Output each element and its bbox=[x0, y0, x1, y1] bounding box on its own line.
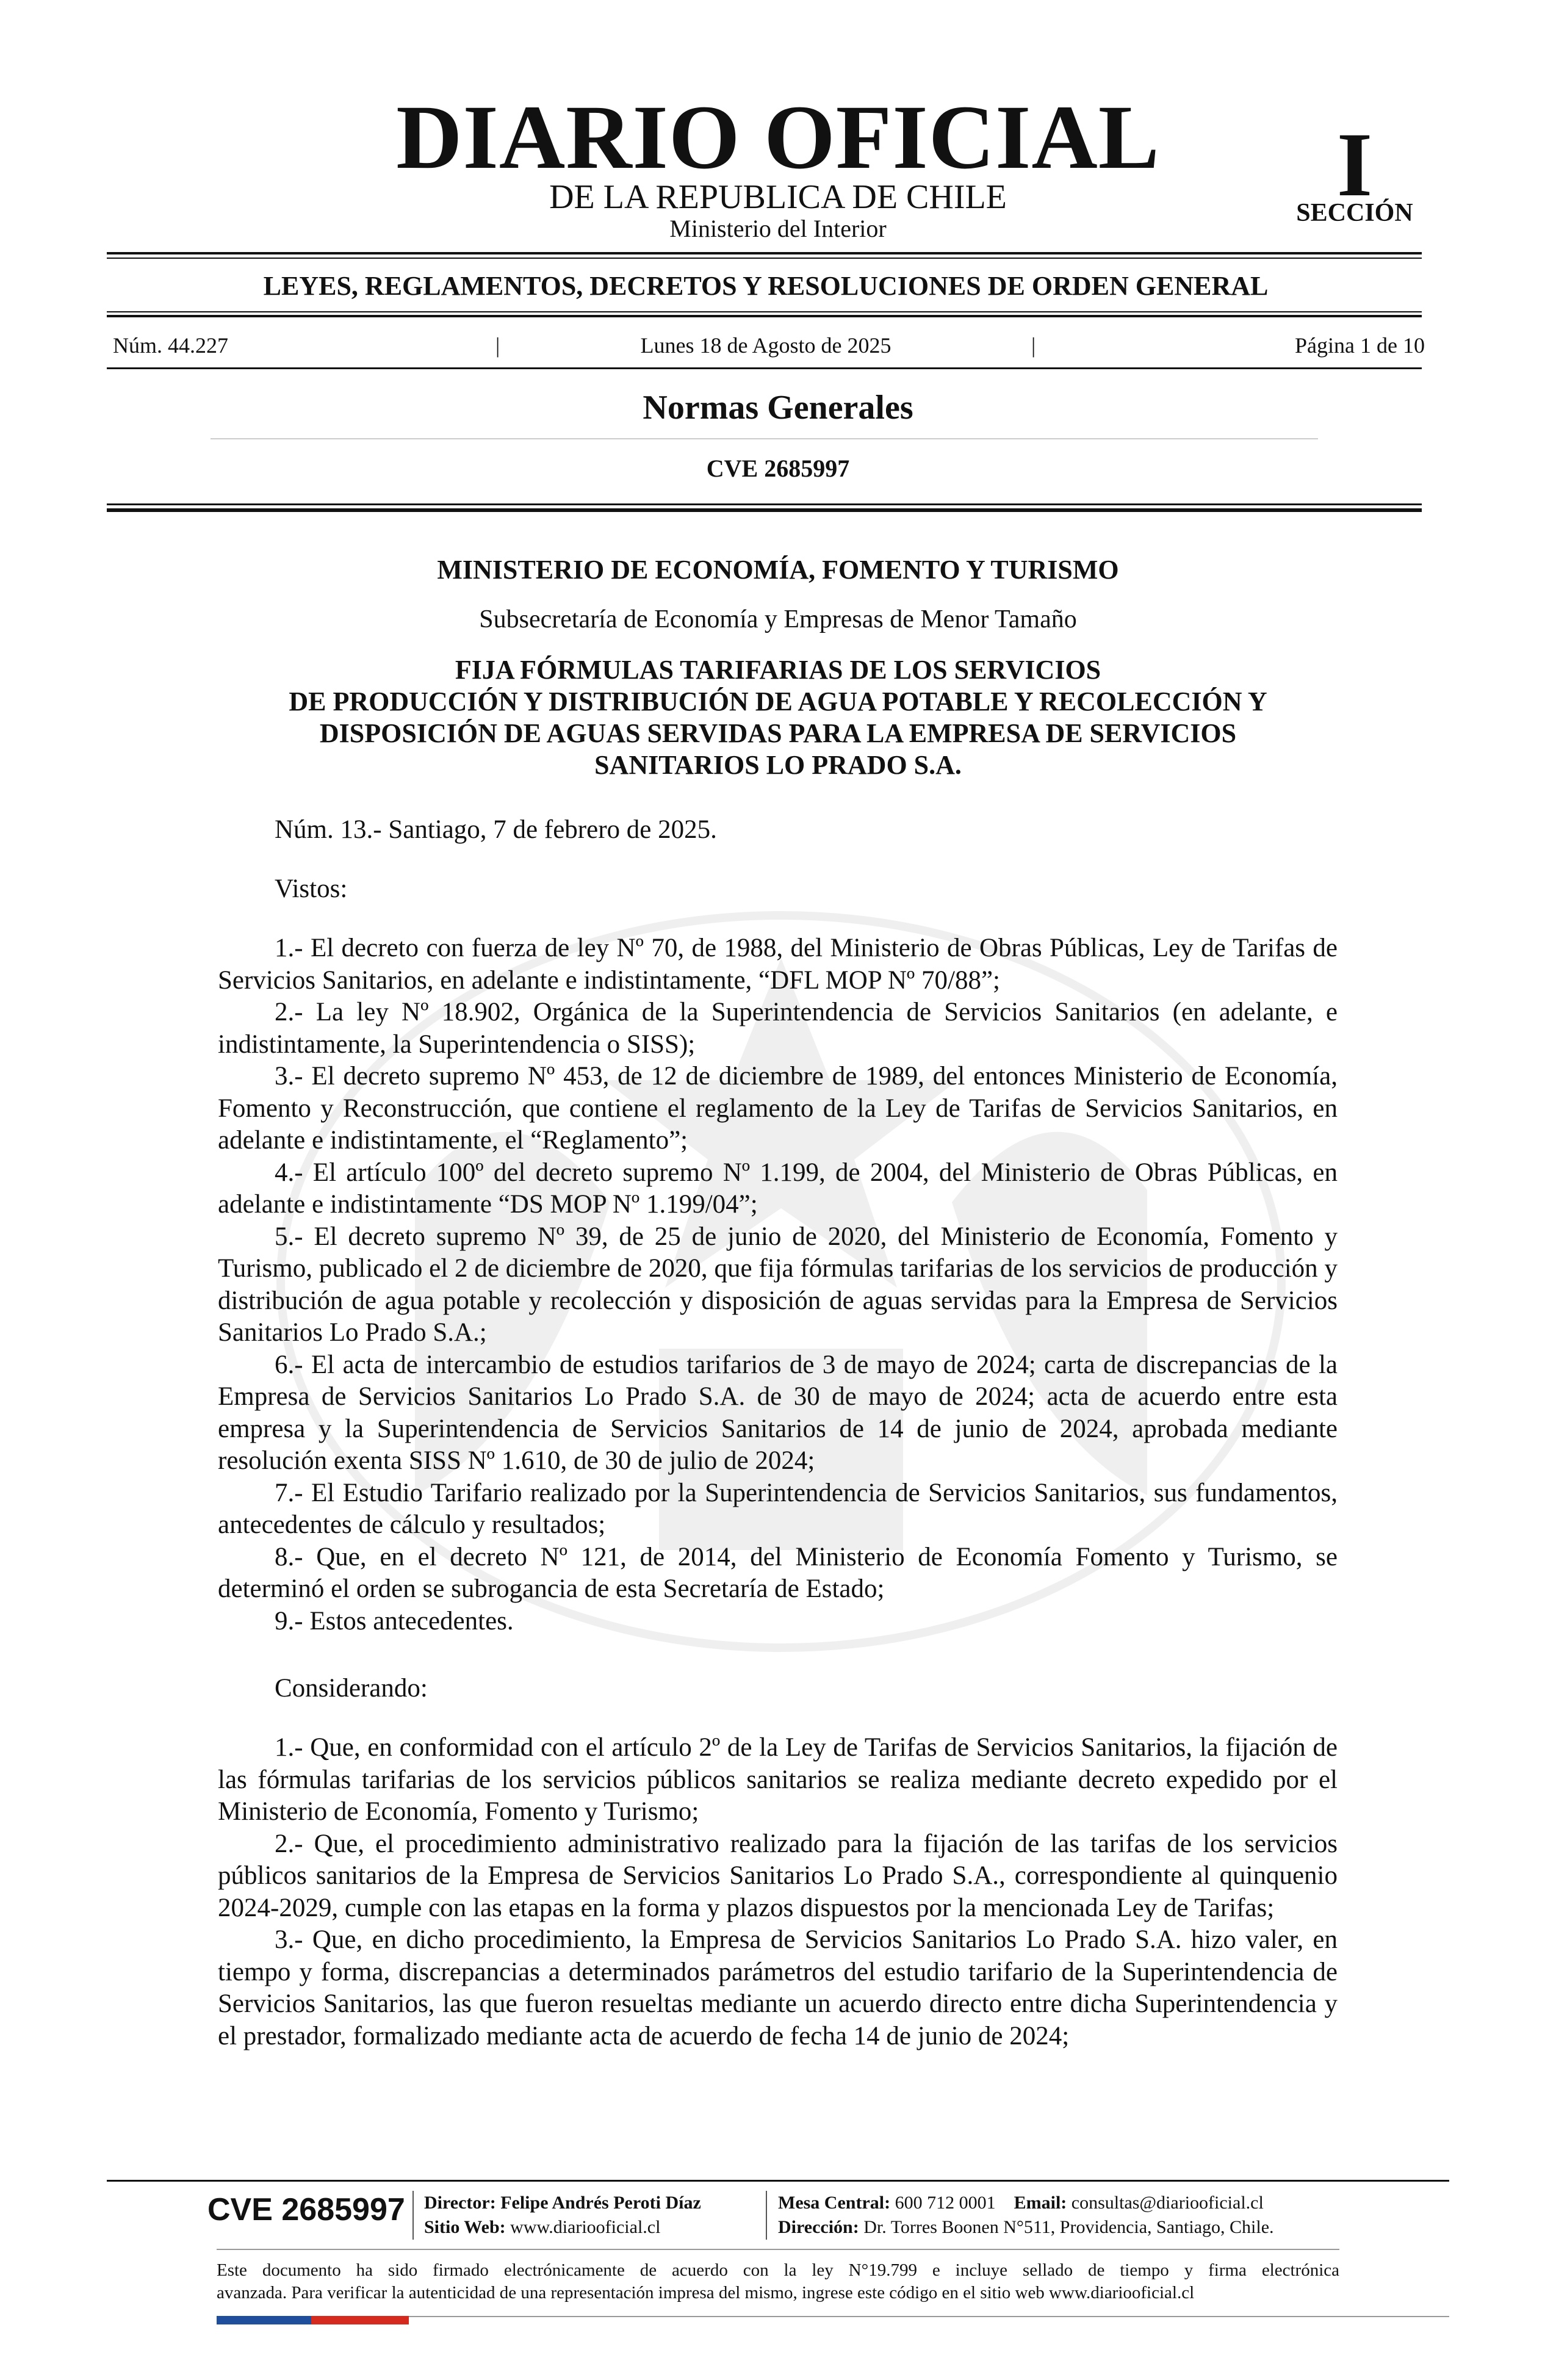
issue-date: Lunes 18 de Agosto de 2025 bbox=[640, 333, 891, 358]
meta-rule bbox=[107, 367, 1422, 369]
band-rule-bottom bbox=[107, 311, 1422, 312]
address-value: Dr. Torres Boonen N°511, Providencia, Santiago, Chile. bbox=[863, 2217, 1274, 2237]
gazette-ministry: Ministerio del Interior bbox=[669, 215, 887, 242]
footer-divider-line bbox=[217, 2249, 1339, 2250]
masthead-rule-top-thin bbox=[107, 258, 1422, 259]
director-name: Felipe Andrés Peroti Díaz bbox=[500, 2193, 701, 2213]
considerando-heading: Considerando: bbox=[275, 1674, 428, 1703]
vistos-item: 1.- El decreto con fuerza de ley Nº 70, de 1988, del Ministerio de Obras Públicas, Ley de Tarifas de Servicios Sanitarios, en adelante e indistintamente, “DFL MOP Nº 70/88”; bbox=[218, 934, 1338, 995]
vistos-item: 8.- Que, en el decreto Nº 121, de 2014, del Ministerio de Economía Fomento y Turismo, se determinó el orden se subrogancia de esta Secretaría de Estado; bbox=[218, 1542, 1338, 1603]
vistos-item: 2.- La ley Nº 18.902, Orgánica de la Superintendencia de Servicios Sanitarios (en adelante, e indistintamente, la Superintendencia o SISS); bbox=[218, 998, 1338, 1059]
gazette-subtitle: DE LA REPUBLICA DE CHILE bbox=[549, 178, 1007, 216]
category-heading: Normas Generales bbox=[643, 389, 913, 427]
website-label: Sitio Web: bbox=[424, 2217, 506, 2237]
cve-code: CVE 2685997 bbox=[706, 455, 850, 482]
section-label: SECCIÓN bbox=[1296, 199, 1413, 227]
legal-line: Este documento ha sido firmado electrónicamente de acuerdo con la ley N°19.799 e incluye sellado de tiempo y firma electrónica bbox=[217, 2260, 1339, 2280]
footer-divider bbox=[766, 2191, 767, 2240]
phone-value: 600 712 0001 bbox=[895, 2193, 996, 2213]
band-rule-bottom-thick bbox=[107, 315, 1422, 317]
decree-title-line: SANITARIOS LO PRADO S.A. bbox=[594, 750, 962, 780]
header-rule-double bbox=[107, 503, 1422, 505]
meta-separator: | bbox=[495, 333, 500, 358]
decree-title-line: DE PRODUCCIÓN Y DISTRIBUCIÓN DE AGUA POTABLE Y RECOLECCIÓN Y bbox=[289, 687, 1267, 716]
decree-title-line: FIJA FÓRMULAS TARIFARIAS DE LOS SERVICIOS bbox=[455, 655, 1101, 685]
email-label: Email: bbox=[1014, 2193, 1067, 2213]
footer-cve-code: CVE 2685997 bbox=[207, 2192, 405, 2227]
vistos-item: 3.- El decreto supremo Nº 453, de 12 de diciembre de 1989, del entonces Ministerio de Economía, Fomento y Reconstrucción, que contiene el reglamento de la Ley de Tarifas de Servicios Sanitarios, en adelante e indistintamente, el “Reglamento”; bbox=[218, 1062, 1338, 1155]
director-label: Director: bbox=[424, 2193, 496, 2213]
vistos-item: 4.- El artículo 100º del decreto supremo Nº 1.199, de 2004, del Ministerio de Obras Públicas, en adelante e indistintamente “DS MOP Nº 1.199/04”; bbox=[218, 1158, 1338, 1219]
footer-divider bbox=[412, 2191, 414, 2240]
footer-rule-top bbox=[107, 2180, 1449, 2182]
legal-line: avanzada. Para verificar la autenticidad de una representación impresa del mismo, ingrese este código en el sitio web www.diariooficial.cl bbox=[217, 2283, 1195, 2302]
vistos-list bbox=[218, 932, 1338, 1637]
vistos-item: 9.- Estos antecedentes. bbox=[275, 1606, 514, 1635]
section-band-title: LEYES, REGLAMENTOS, DECRETOS Y RESOLUCIONES DE ORDEN GENERAL bbox=[263, 271, 1269, 301]
issuing-subsecretaria: Subsecretaría de Economía y Empresas de Menor Tamaño bbox=[479, 605, 1077, 633]
category-divider bbox=[211, 438, 1318, 439]
issuing-ministry: MINISTERIO DE ECONOMÍA, FOMENTO Y TURISMO bbox=[437, 555, 1119, 585]
flag-stripe-red bbox=[311, 2316, 409, 2324]
considerando-item: 2.- Que, el procedimiento administrativo realizado para la fijación de las tarifas de los servicios públicos sanitarios de la Empresa de Servicios Sanitarios Lo Prado S.A., correspondiente al quinquenio 2024-2029, cumple con las etapas en la forma y plazos dispuestos por la mencionada Ley de Tarifas; bbox=[218, 1829, 1338, 1922]
footer-contact-block bbox=[778, 2191, 1274, 2240]
masthead-rule-top bbox=[107, 252, 1422, 254]
decree-number-line: Núm. 13.- Santiago, 7 de febrero de 2025. bbox=[275, 815, 717, 844]
gazette-title: DIARIO OFICIAL bbox=[396, 87, 1160, 188]
vistos-item: 5.- El decreto supremo Nº 39, de 25 de junio de 2020, del Ministerio de Economía, Fomento y Turismo, publicado el 2 de diciembre de 2020, que fija fórmulas tarifarias de los servicios de producción y distribución de agua potable y recolección y disposición de aguas servidas para la Empresa de Servicios Sanitarios Lo Prado S.A.; bbox=[218, 1222, 1338, 1347]
vistos-item: 6.- El acta de intercambio de estudios tarifarios de 3 de mayo de 2024; carta de discrepancias de la Empresa de Servicios Sanitarios Lo Prado S.A. de 30 de mayo de 2024; acta de acuerdo entre esta empresa y la Superintendencia de Servicios Sanitarios de 14 de junio de 2024, aprobada mediante resolución exenta SISS Nº 1.610, de 30 de julio de 2024; bbox=[218, 1350, 1338, 1475]
footer-legal-notice bbox=[217, 2259, 1339, 2304]
issue-number: Núm. 44.227 bbox=[113, 333, 228, 358]
vistos-item: 7.- El Estudio Tarifario realizado por la Superintendencia de Servicios Sanitarios, sus fundamentos, antecedentes de cálculo y resultados; bbox=[218, 1478, 1338, 1539]
address-label: Dirección: bbox=[778, 2217, 859, 2237]
considerando-list bbox=[218, 1732, 1338, 2052]
section-number: I bbox=[1336, 114, 1373, 215]
considerando-item: 3.- Que, en dicho procedimiento, la Empresa de Servicios Sanitarios Lo Prado S.A. hizo valer, en tiempo y forma, discrepancias a determinados parámetros del estudio tarifario de la Superintendencia de Servicios Sanitarios, las que fueron resueltas mediante un acuerdo directo entre dicha Superintendencia y el prestador, formalizado mediante acta de acuerdo de fecha 14 de junio de 2024; bbox=[218, 1925, 1338, 2050]
vistos-heading: Vistos: bbox=[275, 874, 348, 903]
considerando-item: 1.- Que, en conformidad con el artículo 2º de la Ley de Tarifas de Servicios Sanitarios, la fijación de las fórmulas tarifarias de los servicios públicos sanitarios se realiza mediante decreto expedido por el Ministerio de Economía, Fomento y Turismo; bbox=[218, 1733, 1338, 1826]
flag-stripe-blue bbox=[217, 2316, 311, 2324]
meta-separator: | bbox=[1031, 333, 1036, 358]
footer-director-block bbox=[424, 2191, 701, 2240]
website-link[interactable]: www.diariooficial.cl bbox=[510, 2217, 661, 2237]
decree-title-line: DISPOSICIÓN DE AGUAS SERVIDAS PARA LA EMPRESA DE SERVICIOS bbox=[319, 718, 1237, 748]
header-rule-double-thick bbox=[107, 508, 1422, 512]
phone-label: Mesa Central: bbox=[778, 2193, 891, 2213]
page-indicator: Página 1 de 10 bbox=[1295, 333, 1425, 358]
decree-title bbox=[214, 654, 1342, 781]
email-link[interactable]: consultas@diariooficial.cl bbox=[1071, 2193, 1264, 2213]
